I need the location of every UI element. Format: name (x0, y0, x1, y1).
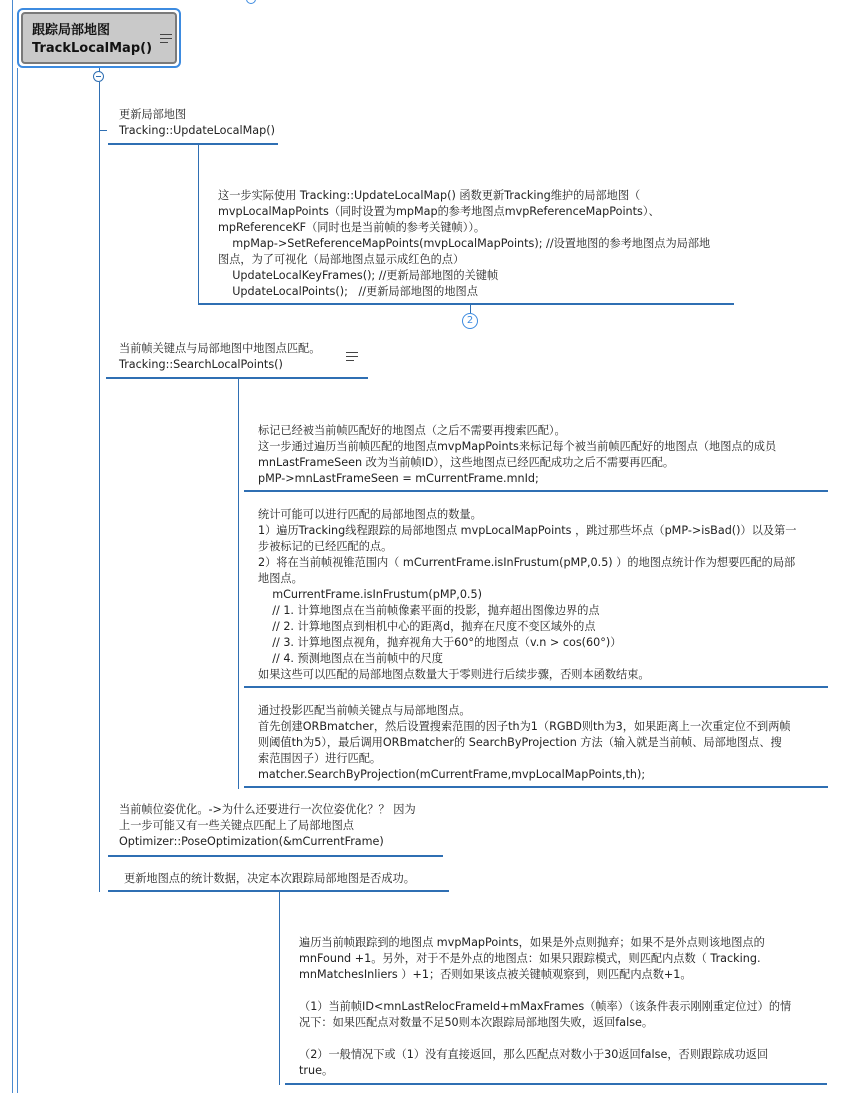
underline (244, 686, 828, 688)
node-search-detail-3[interactable]: 通过投影匹配当前帧关键点与局部地图点。 首先创建ORBmatcher，然后设置搜索范围的因子th为1（RGBD则th为3，如果距离上一次重定位不到两帧 则阈值th为5），最后调用ORBmatcher的 SearchByProjection 方法（输入就是当前帧、局部地图点、搜 索范围因子）进行匹配。 matcher.SearchByProjection(mCurrentFrame,mvpLocalMapPoints,th); (258, 704, 791, 781)
underline (244, 786, 828, 788)
sub-trunk (279, 892, 280, 1085)
underline (199, 303, 734, 305)
outer-branch-line (12, 0, 13, 1093)
collapse-indicator-top[interactable] (246, 0, 256, 4)
underline (285, 1083, 827, 1085)
connector (99, 130, 107, 131)
node-update-stats[interactable]: 更新地图点的统计数据，决定本次跟踪局部地图是否成功。 (124, 872, 415, 885)
sub-trunk (238, 379, 239, 789)
node-search-detail-2[interactable]: 统计可能可以进行匹配的局部地图点的数量。 1）遍历Tracking线程跟踪的局部地图点 mvpLocalMapPoints ，跳过那些坏点（pMP->isBad()）以及第一 步被标记的已经匹配的点。 2）将在当前帧视锥范围内（ mCurrentFrame.isInFrustum(pMP,0.5) ）的地图点统计作为想要匹配的局部 地图点。 mCurrentFrame.isInFrustum(pMP,0.5) // 1. 计算地图点在当前帧像素平面的投影，抛弃超出图像边界的点 // 2. 计算地图点到相机中心的距离d，抛弃在尺度不变区域外的点 // 3. 计算地图点视角，抛弃视角大于60°的地图点（v.n > cos(60°)） // 4. 预测地图点在当前帧中的尺度 如果这些可以匹配的局部地图点数量大于零则进行后续步骤，否则本函数结束。 (258, 508, 797, 681)
outer-branch-line-2 (17, 68, 18, 1093)
root-title-en: TrackLocalMap() (32, 41, 153, 56)
underline (108, 143, 278, 145)
underline (244, 490, 828, 492)
underline (108, 855, 443, 857)
badge-connector (470, 305, 471, 313)
sub-trunk (198, 145, 199, 305)
node-search-local-points[interactable]: 当前帧关键点与局部地图中地图点匹配。 Tracking::SearchLocalPoints() (119, 342, 321, 371)
node-update-local-map[interactable]: 更新局部地图 Tracking::UpdateLocalMap() (119, 108, 275, 137)
child-trunk (99, 82, 100, 892)
root-title-zh: 跟踪局部地图 (32, 23, 111, 38)
node-pose-optimization[interactable]: 当前帧位姿优化。->为什么还要进行一次位姿优化？？ 因为 上一步可能又有一些关键点匹配上了局部地图点 Optimizer::PoseOptimization(&mCurrentFrame) (119, 803, 416, 848)
node-update-stats-detail[interactable]: 遍历当前帧跟踪到的地图点 mvpMapPoints，如果是外点则抛弃；如果不是外点则该地图点的 mnFound +1。另外，对于不是外点的地图点：如果只跟踪模式，则匹配内点数（ Tracking. mnMatchesInliers ）+1；否则如果该点被关键帧观察到，则匹配内点数+1。 （1）当前帧ID<mnLastRelocFrameId+mMaxFrames（帧率）（该条件表示刚刚重定位过）的情 况下：如果匹配点对数量不足50则本次跟踪局部地图失败，返回false。 （2）一般情况下或（1）没有直接返回，那么匹配点对数小于30返回false，否则跟踪成功返回 true。 (299, 936, 792, 1077)
node-search-detail-1[interactable]: 标记已经被当前帧匹配好的地图点（之后不需要再搜索匹配）。 这一步通过遍历当前帧匹配的地图点mvpMapPoints来标记每个被当前帧匹配好的地图点（地图点的成员 mnLastFrameSeen 改为当前帧ID），这些地图点已经匹配成功之后不需要再匹配。 pMP->mnLastFrameSeen = mCurrentFrame.mnId; (258, 424, 777, 485)
collapse-toggle[interactable] (93, 71, 104, 82)
node-update-local-map-detail[interactable]: 这一步实际使用 Tracking::UpdateLocalMap() 函数更新Tracking维护的局部地图（ mvpLocalMapPoints（同时设置为mpMap的参考地图点mvpReferenceMapPoints）、 mpReferenceKF（同时也是当前帧的参考关键帧））。 mpMap->SetReferenceMapPoints(mvpLocalMapPoints); //设置地图的参考地图点为局部地 图点，为了可视化（局部地图点显示成红色的点） UpdateLocalKeyFrames(); //更新局部地图的关键帧 UpdateLocalPoints(); //更新局部地图的地图点 (218, 189, 711, 298)
notes-icon[interactable] (160, 34, 172, 43)
notes-icon[interactable] (346, 352, 358, 361)
collapsed-count-badge[interactable]: 2 (462, 313, 478, 329)
underline (106, 377, 368, 379)
root-node-track-local-map[interactable] (17, 8, 181, 68)
